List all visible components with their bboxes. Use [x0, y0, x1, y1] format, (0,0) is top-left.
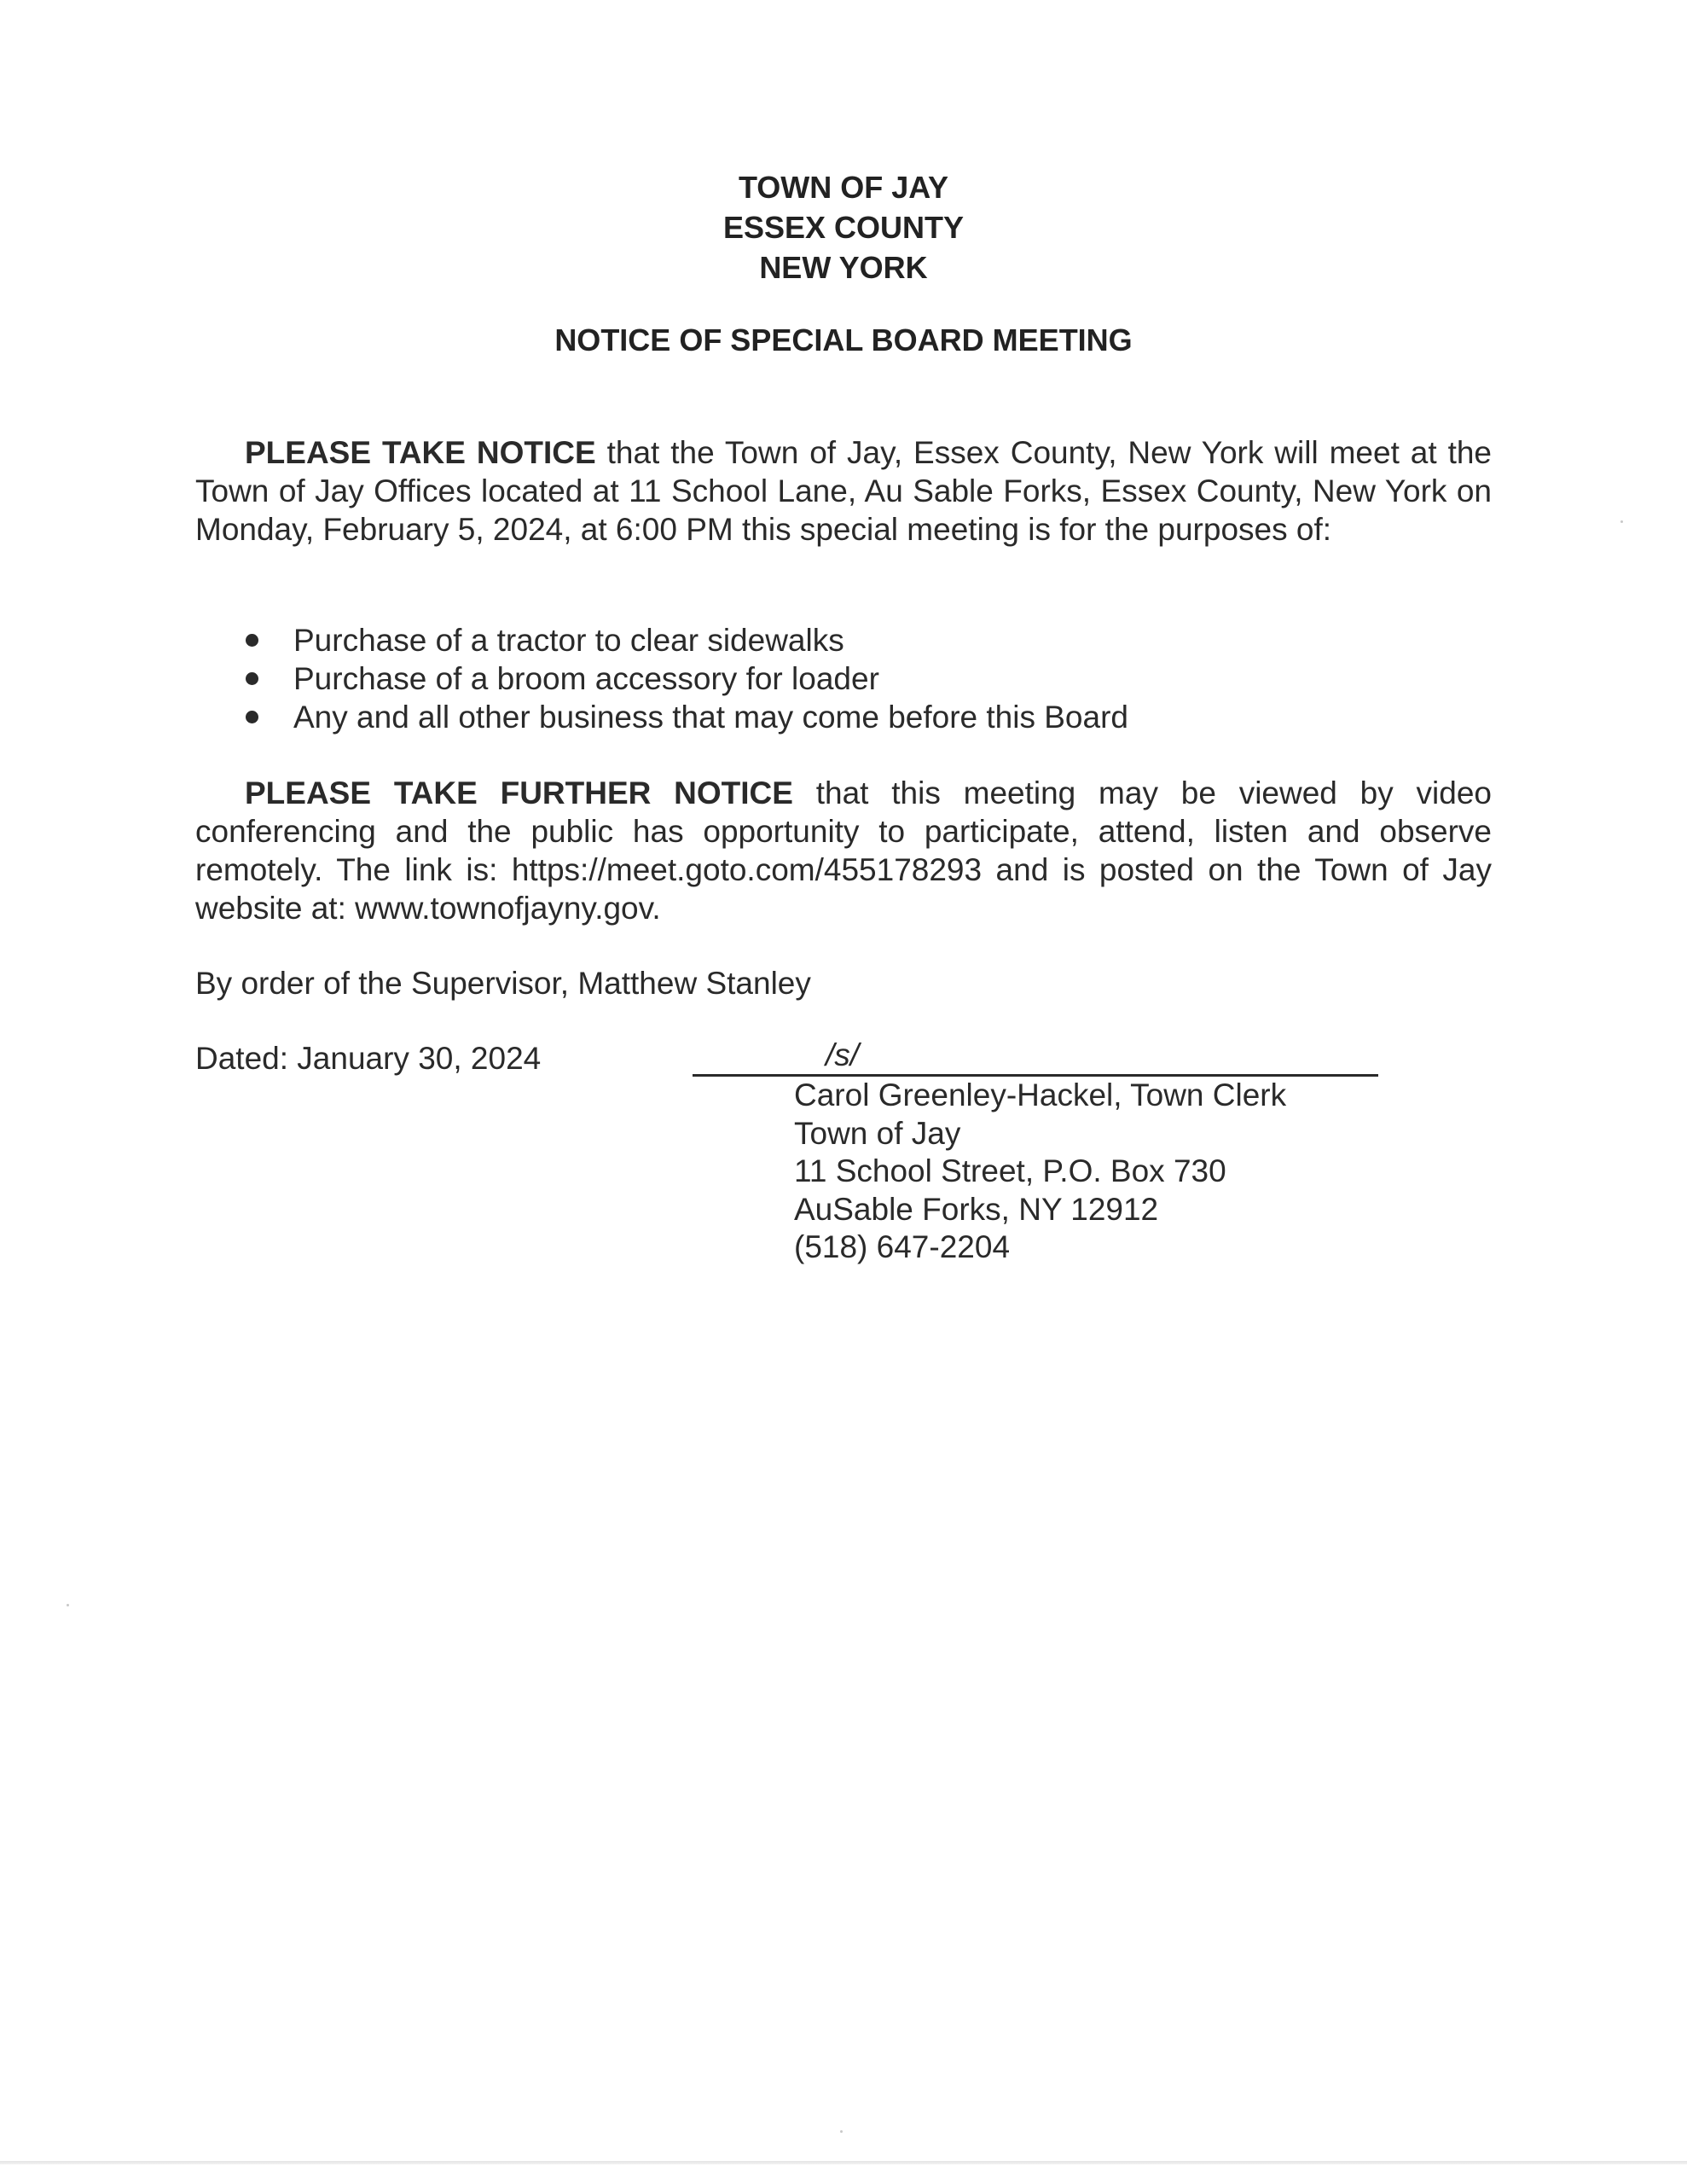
scan-speck — [840, 2130, 843, 2133]
clerk-name-title: Carol Greenley-Hackel, Town Clerk — [794, 1077, 1287, 1112]
dated-line: Dated: January 30, 2024 — [195, 1041, 542, 1076]
further-notice-paragraph — [195, 774, 1492, 927]
notice-paragraph — [195, 433, 1492, 549]
clerk-street: 11 School Street, P.O. Box 730 — [794, 1153, 1226, 1188]
notice-body: that the Town of Jay, Essex County, New York will meet at the Town of Jay Offices located at 11 School Lane, Au Sable Forks, Essex County, New York on Monday, February 5, 2024, at 6:00 PM this special meeting is for the purposes of: — [195, 435, 1492, 547]
signature-mark: /s/ — [826, 1037, 860, 1072]
clerk-city-state-zip: AuSable Forks, NY 12912 — [794, 1191, 1159, 1227]
header-state: NEW YORK — [759, 250, 928, 285]
notice-title: NOTICE OF SPECIAL BOARD MEETING — [554, 322, 1133, 357]
notice-lead: PLEASE TAKE NOTICE — [245, 435, 596, 470]
list-item — [244, 698, 1128, 736]
further-notice-lead: PLEASE TAKE FURTHER NOTICE — [245, 775, 793, 810]
scan-speck — [67, 1604, 69, 1606]
signature-line — [693, 1036, 1378, 1077]
clerk-organization: Town of Jay — [794, 1115, 961, 1151]
list-item-text: Purchase of a tractor to clear sidewalks — [293, 623, 844, 658]
list-item-text: Purchase of a broom accessory for loader — [293, 661, 879, 696]
list-item-text: Any and all other business that may come before this Board — [293, 700, 1128, 735]
header-county: ESSEX COUNTY — [722, 210, 965, 245]
document-header — [0, 167, 1687, 288]
scan-edge-line — [0, 2161, 1687, 2164]
clerk-phone: (518) 647-2204 — [794, 1229, 1011, 1264]
clerk-block — [794, 1077, 1286, 1267]
list-item — [244, 659, 1128, 698]
list-item — [244, 621, 1128, 659]
bullet-icon — [246, 634, 258, 647]
header-town: TOWN OF JAY — [738, 170, 949, 205]
purposes-list — [244, 621, 1128, 736]
bullet-icon — [246, 672, 258, 685]
bullet-icon — [246, 711, 258, 723]
scan-speck — [1620, 520, 1623, 523]
order-line: By order of the Supervisor, Matthew Stanley — [195, 966, 811, 1001]
further-notice-body: that this meeting may be viewed by video conferencing and the public has opportunity to participate, attend, listen and observe remotely. The link is: https://meet.goto.com/455178293 and is posted on the Town of Jay website at: www.townofjayny.gov. — [195, 775, 1492, 926]
